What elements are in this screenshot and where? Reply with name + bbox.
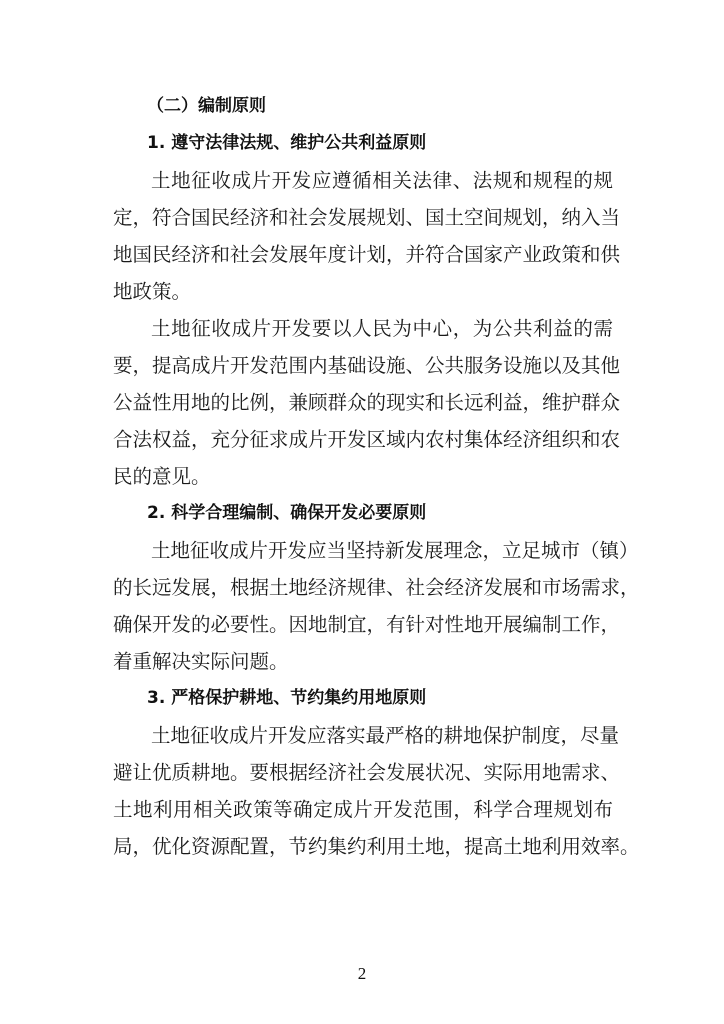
paragraph-line: 土地征收成片开发应落实最严格的耕地保护制度，尽量 [151,724,620,747]
paragraph-line: 定，符合国民经济和社会发展规划、国土空间规划，纳入当 [113,206,621,229]
paragraph-line: 土地征收成片开发应遵循相关法律、法规和规程的规 [151,169,613,192]
page-number: 2 [357,964,367,983]
principle-heading: 3. 严格保护耕地、节约集约用地原则 [147,688,427,708]
paragraph-line: 公益性用地的比例，兼顾群众的现实和长远利益，维护群众 [113,391,621,414]
section-heading: （二）编制原则 [147,96,266,116]
paragraph-line: 土地利用相关政策等确定成片开发范围，科学合理规划布 [113,798,613,821]
paragraph-line: 土地征收成片开发应当坚持新发展理念，立足城市（镇） [151,539,639,562]
principle-3 [113,680,640,865]
paragraph-line: 局，优化资源配置，节约集约利用土地，提高土地利用效率。 [113,835,640,858]
paragraph-line: 合法权益，充分征求成片开发区域内农村集体经济组织和农 [113,428,621,451]
paragraph [113,162,621,310]
principle-heading: 1. 遵守法律法规、维护公共利益原则 [147,133,427,153]
paragraph-line: 的长远发展，根据土地经济规律、社会经济发展和市场需求， [113,576,640,599]
paragraph [113,717,640,865]
paragraph-line: 地政策。 [113,280,192,303]
principle-1 [113,125,621,495]
paragraph-line: 地国民经济和社会发展年度计划，并符合国家产业政策和供 [113,243,621,266]
paragraph [113,532,640,680]
paragraph [113,310,621,495]
principle-heading: 2. 科学合理编制、确保开发必要原则 [147,503,427,523]
principle-2 [113,495,640,680]
paragraph-line: 着重解决实际问题。 [113,650,289,673]
page-content [113,88,640,865]
paragraph-line: 土地征收成片开发要以人民为中心，为公共利益的需 [151,317,613,340]
paragraph-line: 民的意见。 [113,465,211,488]
paragraph-line: 要，提高成片开发范围内基础设施、公共服务设施以及其他 [113,354,621,377]
paragraph-line: 确保开发的必要性。因地制宜，有针对性地开展编制工作， [113,613,621,636]
paragraph-line: 避让优质耕地。要根据经济社会发展状况、实际用地需求、 [113,761,621,784]
